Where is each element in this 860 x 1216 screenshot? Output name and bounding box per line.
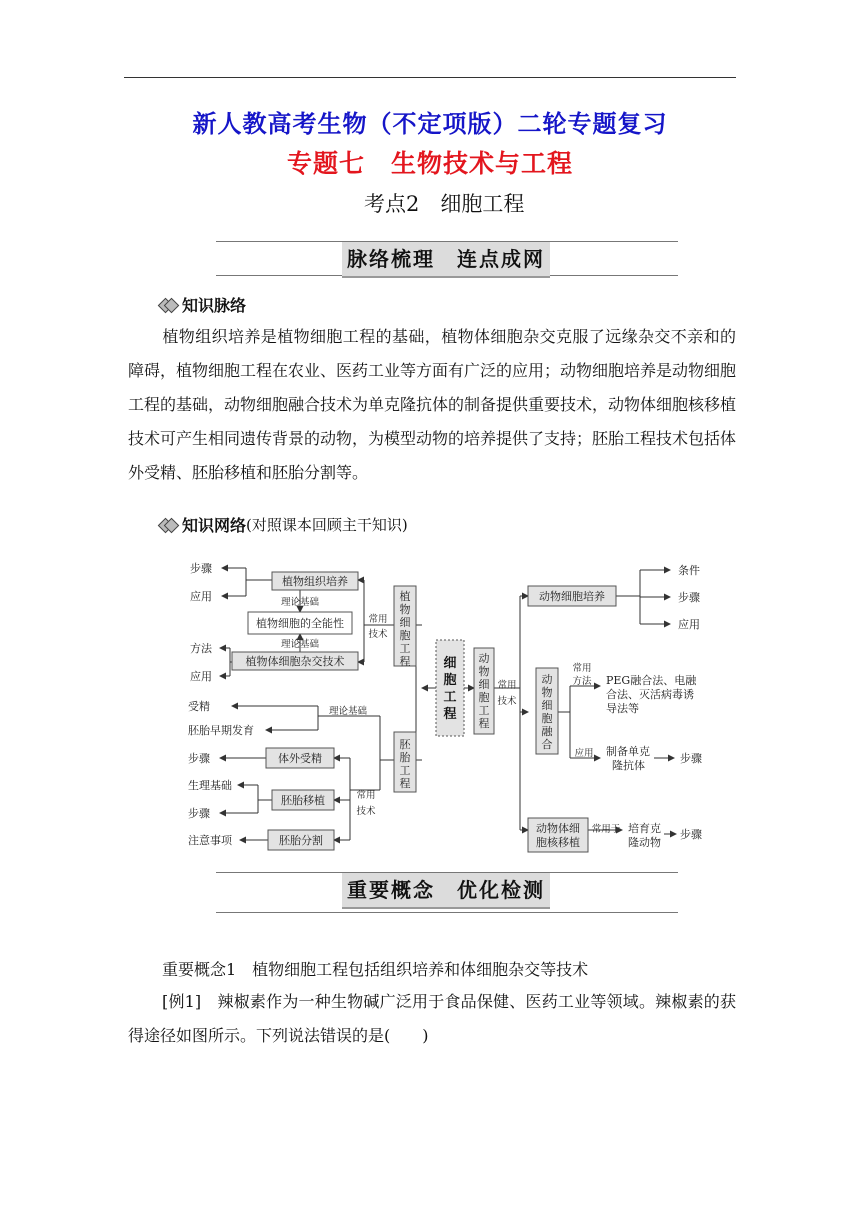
theory-basis-1: 理论基础 bbox=[280, 597, 320, 608]
nuclear-label-2: 胞核移植 bbox=[536, 836, 580, 849]
animal-char-2: 物 bbox=[478, 665, 490, 678]
embryo-char-1: 胚 bbox=[399, 738, 411, 751]
knowledge-heading-text: 知识脉络 bbox=[182, 296, 247, 315]
network-heading-note: (对照课本回顾主干知识) bbox=[246, 516, 408, 534]
center-char-2: 胞 bbox=[443, 673, 457, 688]
tc-item-app: 应用 bbox=[190, 590, 212, 603]
plant-char-4: 胞 bbox=[399, 629, 411, 642]
plant-char-1: 植 bbox=[399, 590, 411, 603]
nuclear-use-1: 培育克 bbox=[628, 822, 661, 835]
center-char-4: 程 bbox=[443, 707, 457, 722]
theory-item-fert: 受精 bbox=[188, 700, 210, 713]
tissue-culture-label: 植物组织培养 bbox=[282, 575, 348, 588]
split-label: 胚胎分割 bbox=[279, 834, 323, 847]
fusion-char-4: 胞 bbox=[541, 712, 553, 725]
animal-common-1: 常用 bbox=[497, 680, 517, 691]
banner-1-text: 脉络梳理 连点成网 bbox=[342, 242, 550, 278]
concept-title: 重要概念1 植物细胞工程包括组织培养和体细胞杂交等技术 bbox=[162, 960, 589, 979]
culture-item-app: 应用 bbox=[678, 618, 700, 631]
plant-char-5: 工 bbox=[399, 642, 411, 655]
nuclear-next: 步骤 bbox=[680, 828, 702, 841]
point-title: 考点2 细胞工程 bbox=[364, 192, 525, 216]
animal-char-1: 动 bbox=[478, 652, 490, 665]
animal-common-2: 技术 bbox=[497, 696, 517, 707]
tc-item-steps: 步骤 bbox=[190, 562, 212, 575]
embryo-common-2: 技术 bbox=[356, 806, 376, 817]
animal-char-5: 工 bbox=[478, 704, 490, 717]
culture-item-steps: 步骤 bbox=[678, 591, 700, 604]
knowledge-paragraph-text: 植物组织培养是植物细胞工程的基础，植物体细胞杂交克服了远缘杂交不亲和的障碍，植物细胞工程在农业、医药工业等方面有广泛的应用；动物细胞培养是动物细胞工程的基础，动物细胞融合技术为单克隆抗体的制备提供重要技术，动物体细胞核移植技术可产生相同遗传背景的动物，为模型动物的培养提供了支持；胚胎工程技术包括体外受精、胚胎移植和胚胎分割等。 bbox=[128, 327, 737, 482]
plant-common-1: 常用 bbox=[368, 614, 388, 625]
embryo-common-1: 常用 bbox=[356, 790, 376, 801]
center-char-1: 细 bbox=[443, 656, 457, 671]
plant-char-6: 程 bbox=[399, 655, 411, 668]
fusion-methods-2: 合法、灭活病毒诱 bbox=[606, 688, 694, 701]
fusion-app-1: 制备单克 bbox=[606, 745, 650, 758]
nuclear-use-2: 隆动物 bbox=[628, 836, 661, 849]
embryo-char-2: 胎 bbox=[399, 751, 411, 764]
animal-char-6: 程 bbox=[478, 717, 490, 730]
embryo-char-4: 程 bbox=[399, 777, 411, 790]
banner-2-text: 重要概念 优化检测 bbox=[342, 873, 550, 909]
center-char-3: 工 bbox=[443, 690, 457, 705]
transfer-label: 胚胎移植 bbox=[281, 794, 325, 807]
network-heading-text: 知识网络 bbox=[182, 516, 247, 535]
fusion-method-2: 方法 bbox=[572, 676, 592, 687]
hybrid-label: 植物体细胞杂交技术 bbox=[245, 655, 345, 668]
plant-common-2: 技术 bbox=[368, 629, 388, 640]
hy-item-method: 方法 bbox=[190, 642, 212, 655]
nuclear-use-label: 常用于 bbox=[591, 824, 621, 835]
transfer-item-steps: 步骤 bbox=[188, 807, 210, 820]
ivf-item-steps: 步骤 bbox=[188, 752, 210, 765]
hy-item-app: 应用 bbox=[190, 670, 212, 683]
culture-item-cond: 条件 bbox=[678, 564, 700, 577]
split-item-notes: 注意事项 bbox=[188, 834, 232, 847]
fusion-app-2: 隆抗体 bbox=[612, 759, 645, 772]
theory-basis-2: 理论基础 bbox=[280, 639, 320, 650]
ivf-label: 体外受精 bbox=[278, 752, 322, 765]
series-title: 新人教高考生物（不定项版）二轮专题复习 bbox=[192, 109, 668, 138]
embryo-theory-basis: 理论基础 bbox=[328, 706, 368, 717]
animal-culture-label: 动物细胞培养 bbox=[539, 590, 605, 603]
fusion-char-1: 动 bbox=[541, 673, 553, 686]
fusion-app-next: 步骤 bbox=[680, 752, 702, 765]
fusion-method-1: 常用 bbox=[572, 663, 592, 674]
section-banner-2 bbox=[216, 872, 678, 912]
fusion-methods-1: PEG融合法、电融 bbox=[606, 674, 697, 687]
embryo-char-3: 工 bbox=[399, 764, 411, 777]
nuclear-label-1: 动物体细 bbox=[536, 822, 580, 835]
animal-char-4: 胞 bbox=[478, 691, 490, 704]
fusion-app-label: 应用 bbox=[574, 748, 594, 759]
totipotency-label: 植物细胞的全能性 bbox=[256, 617, 344, 630]
fusion-methods-3: 导法等 bbox=[606, 702, 639, 715]
fusion-char-2: 物 bbox=[541, 686, 553, 699]
topic-title: 专题七 生物技术与工程 bbox=[286, 149, 573, 178]
example-text: [例1] 辣椒素作为一种生物碱广泛用于食品保健、医药工业等领域。辣椒素的获得途径如图所示。下列说法错误的是( ) bbox=[128, 992, 736, 1045]
fusion-char-3: 细 bbox=[541, 699, 553, 712]
fusion-char-6: 合 bbox=[541, 738, 553, 751]
plant-char-3: 细 bbox=[399, 616, 411, 629]
plant-char-2: 物 bbox=[399, 603, 411, 616]
animal-char-3: 细 bbox=[478, 678, 490, 691]
theory-item-dev: 胚胎早期发育 bbox=[188, 724, 254, 737]
example-paragraph bbox=[128, 985, 736, 1053]
fusion-char-5: 融 bbox=[541, 725, 553, 738]
transfer-item-basis: 生理基础 bbox=[188, 779, 232, 792]
